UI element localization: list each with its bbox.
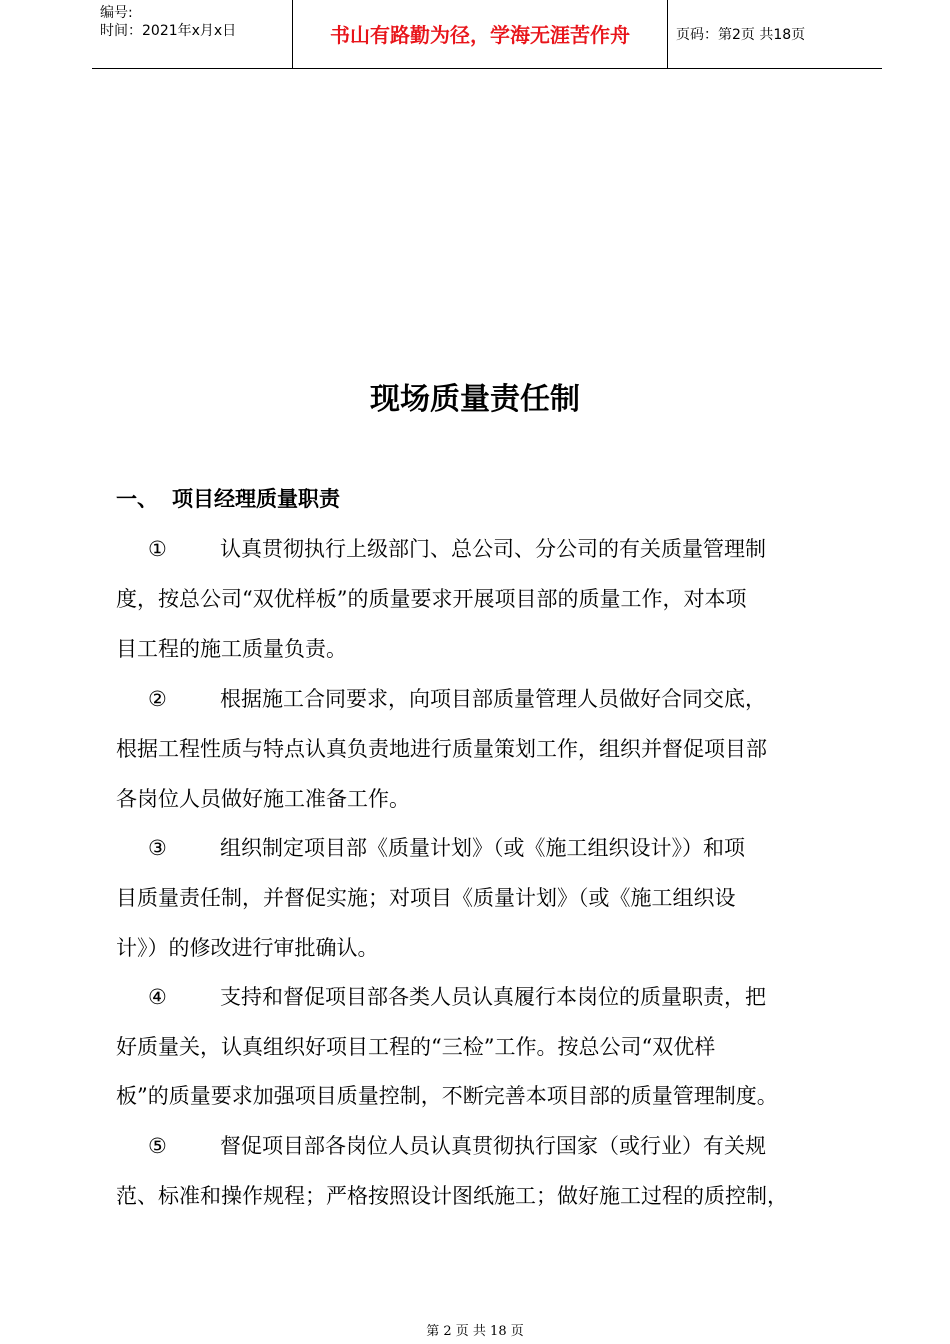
item-marker: ④ [148,985,167,1009]
page-number-label: 页码：第2页 共18页 [676,27,806,43]
item-marker: ② [148,687,167,711]
paragraph-line [148,534,766,564]
header-info-cell [92,0,292,68]
paragraph-line: 目工程的施工质量负责。 [116,637,347,661]
paragraph-line: 各岗位人员做好施工准备工作。 [116,787,410,811]
time-label: 时间：2021年x月x日 [100,23,237,39]
paragraph-text: 认真贯彻执行上级部门、总公司、分公司的有关质量管理制 [220,537,766,561]
header-page-cell [667,0,882,68]
paragraph-line: 范、标准和操作规程；严格按照设计图纸施工；做好施工过程的质控制， [116,1184,788,1208]
page-footer: 第 2 页 共 18 页 [426,1324,524,1339]
paragraph-line: 度，按总公司“双优样板”的质量要求开展项目部的质量工作，对本项 [116,587,747,611]
paragraph-text: 督促项目部各岗位人员认真贯彻执行国家（或行业）有关规 [220,1134,766,1158]
paragraph-line: 好质量关，认真组织好项目工程的“三检”工作。按总公司“双优样 [116,1035,716,1059]
paragraph-line [148,833,745,863]
item-marker: ⑤ [148,1134,167,1158]
paragraph-line [148,982,766,1012]
paragraph-text: 根据施工合同要求，向项目部质量管理人员做好合同交底， [220,687,766,711]
serial-number-label: 编号: [100,5,133,21]
paragraph-line [148,684,766,714]
paragraph-line: 计》）的修改进行审批确认。 [116,936,379,960]
paragraph-line: 根据工程性质与特点认真负责地进行质量策划工作，组织并督促项目部 [116,737,767,761]
paragraph-line: 板”的质量要求加强项目质量控制，不断完善本项目部的质量管理制度。 [116,1084,778,1108]
paragraph-text: 支持和督促项目部各类人员认真履行本岗位的质量职责，把 [220,985,766,1009]
paragraph-text: 组织制定项目部《质量计划》（或《施工组织设计》）和项 [220,836,745,860]
section-heading-text: 项目经理质量职责 [172,487,340,511]
paragraph-line [148,1131,766,1161]
item-marker: ③ [148,836,167,860]
item-marker: ① [148,537,167,561]
motto-text: 书山有路勤为径，学海无涯苦作舟 [330,23,630,47]
section-number: 一、 [116,487,158,511]
section-heading [116,484,340,514]
header-motto-cell [292,0,668,68]
page-header [92,0,882,69]
document-title: 现场质量责任制 [370,382,580,417]
paragraph-line: 目质量责任制，并督促实施；对项目《质量计划》（或《施工组织设 [116,886,736,910]
